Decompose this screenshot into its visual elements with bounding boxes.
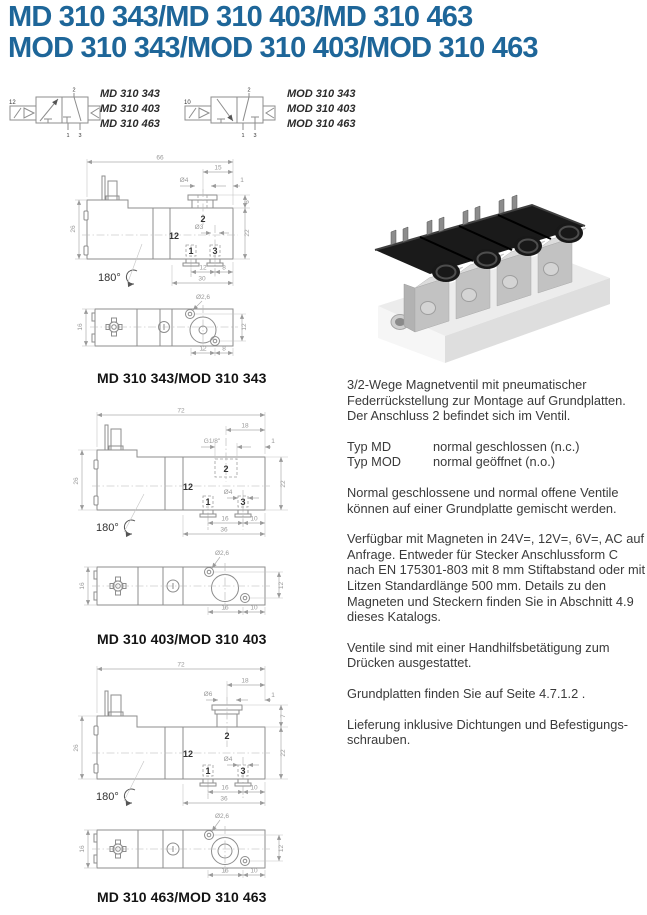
drawing-caption-403: MD 310 403/MOD 310 403 xyxy=(97,631,267,647)
dim-port-span: 18 xyxy=(241,677,249,685)
dim-body-height: 22 xyxy=(244,229,251,237)
port-3-label: 3 xyxy=(212,246,218,256)
pilot-port-label: 12 xyxy=(182,749,194,759)
description-column xyxy=(347,377,647,763)
dim-edge-spacing: 10 xyxy=(250,784,258,792)
product-photo xyxy=(360,188,645,363)
dim-cap-dia: Ø4 xyxy=(179,177,189,184)
mod-valve-symbol xyxy=(183,87,277,143)
description-paragraph-1: 3/2-Wege Magnetventil mit pneumatischer Federrückstellung zur Montage auf Grundplatten. Der Anschluss 2 befindet sich im Ventil. xyxy=(347,377,626,424)
rotation-label: 180° xyxy=(98,272,121,284)
drawing-343-bottom-view xyxy=(77,294,248,356)
dim-bottom-b: 8 xyxy=(222,345,226,353)
mod-symbol-port-3: 3 xyxy=(253,133,257,139)
dim-bottom-offset: 12 xyxy=(241,323,248,331)
md-model-1: MD 310 343 xyxy=(100,88,160,100)
dim-body-height: 22 xyxy=(280,480,287,488)
dim-bottom-a: 12 xyxy=(199,345,207,353)
port-3-label: 3 xyxy=(240,766,246,776)
type-md-value: normal geschlossen (n.c.) xyxy=(433,438,580,454)
dim-bottom-offset: 12 xyxy=(278,844,285,853)
md-symbol-port-1: 1 xyxy=(66,133,70,139)
port-2-label: 2 xyxy=(223,464,229,474)
dim-port-dia: Ø4 xyxy=(223,489,233,496)
rotation-label: 180° xyxy=(96,791,119,803)
drawing-caption-343: MD 310 343/MOD 310 343 xyxy=(97,370,267,386)
dimension-drawing-463 xyxy=(62,661,352,883)
md-symbol-pilot xyxy=(10,106,36,120)
pilot-port-label: 12 xyxy=(182,482,194,492)
type-mod-value: normal geöffnet (n.o.) xyxy=(433,454,556,470)
mod-model-3: MOD 310 463 xyxy=(287,118,356,130)
port-3-label: 3 xyxy=(240,497,246,507)
dim-fitting-dia: Ø6 xyxy=(203,691,213,698)
type-md-label: Typ MD xyxy=(347,438,392,454)
page-title xyxy=(8,2,538,64)
dim-overall-height: 26 xyxy=(73,744,80,752)
dim-port-span: 18 xyxy=(241,422,249,430)
drawing-343-side-view xyxy=(70,155,251,287)
description-paragraph-4: Ventile sind mit einer Handhilfsbetätigung zum Drücken ausgestattet. xyxy=(347,639,610,671)
dim-overall-height: 26 xyxy=(70,225,77,233)
dim-hole-dia: Ø2,6 xyxy=(195,294,211,301)
drawing-caption-463: MD 310 463/MOD 310 463 xyxy=(97,889,267,905)
mod-symbol-port-1: 1 xyxy=(241,133,245,139)
title-line-1: MD 310 343/MD 310 403/MD 310 463 xyxy=(8,1,473,33)
md-symbol-flow-paths xyxy=(40,97,81,123)
description-paragraph-6: Lieferung inklusive Dichtungen und Befestigungs-schrauben. xyxy=(347,716,629,748)
rotation-label: 180° xyxy=(96,522,119,534)
pilot-port-label: 12 xyxy=(168,231,180,241)
dim-cap-span: 15 xyxy=(214,164,222,172)
dim-port-dia: Ø3 xyxy=(194,224,204,231)
dim-fitting-height: 7 xyxy=(280,714,287,718)
title-line-2: MOD 310 343/MOD 310 403/MOD 310 463 xyxy=(8,32,538,64)
dim-body-height: 22 xyxy=(280,749,287,757)
dim-port-spacing: 16 xyxy=(221,784,229,792)
dim-port-spacing: 12 xyxy=(199,264,207,272)
mod-symbol-port-2: 2 xyxy=(247,87,251,94)
dim-edge-offset: 1 xyxy=(271,692,275,699)
type-row-md xyxy=(347,439,647,455)
dim-edge-offset: 1 xyxy=(271,438,275,445)
dimension-drawing-343 xyxy=(62,149,347,364)
mod-symbol-pilot xyxy=(185,106,211,120)
mod-model-2: MOD 310 403 xyxy=(287,103,356,115)
dim-bottom-a: 16 xyxy=(221,604,229,612)
dim-edge-spacing: 10 xyxy=(250,515,258,523)
drawing-463-bottom-view xyxy=(79,813,285,878)
dim-bottom-offset: 12 xyxy=(278,581,285,590)
dim-hole-dia: Ø2,6 xyxy=(214,813,230,820)
port-1-label: 1 xyxy=(188,246,194,256)
description-paragraph-3: Verfügbar mit Magneten in 24V=, 12V=, 6V=, AC auf Anfrage. Entweder für Stecker Anschlussform C nach EN 175301-803 mit 8 mm Stiftabstand oder mit Litzen Standardlänge 500 mm. Details zu den Magneten und Steckern finden Sie in Abschnitt 4.9 dieses Katalogs. xyxy=(347,531,646,625)
dim-edge-offset: 1 xyxy=(240,177,244,184)
port-1-label: 1 xyxy=(205,766,211,776)
md-symbol-port-2: 2 xyxy=(72,87,76,94)
md-model-2: MD 310 403 xyxy=(100,103,160,115)
md-symbol-actuation-label: 12 xyxy=(9,100,16,106)
md-valve-symbol xyxy=(8,87,102,143)
dim-hole-dia: Ø2,6 xyxy=(214,550,230,557)
md-model-list xyxy=(100,87,160,132)
dim-base-width: 36 xyxy=(220,795,228,803)
dim-base-width: 30 xyxy=(198,275,206,283)
dim-bottom-height: 16 xyxy=(79,845,86,853)
md-symbol-spring xyxy=(88,106,100,120)
drawing-463-side-view xyxy=(73,662,288,807)
mod-symbol-spring xyxy=(263,106,275,120)
dim-total-width: 72 xyxy=(177,407,185,415)
port-1-label: 1 xyxy=(205,497,211,507)
type-row-mod xyxy=(347,454,647,470)
type-mod-label: Typ MOD xyxy=(347,454,402,470)
dim-thread: G1/8" xyxy=(203,438,221,445)
dim-bottom-height: 16 xyxy=(79,582,86,590)
dim-bottom-b: 10 xyxy=(250,867,258,875)
port-2-label: 2 xyxy=(200,214,206,224)
dim-base-width: 36 xyxy=(220,526,228,534)
dim-total-width: 72 xyxy=(177,661,185,669)
description-paragraph-5: Grundplatten finden Sie auf Seite 4.7.1.2 . xyxy=(347,685,586,701)
dim-port-spacing: 16 xyxy=(221,515,229,523)
dimension-drawing-403 xyxy=(62,402,352,622)
mod-model-1: MOD 310 343 xyxy=(287,88,356,100)
dim-edge-spacing: 8 xyxy=(222,264,226,272)
md-model-3: MD 310 463 xyxy=(100,118,160,130)
dim-bottom-a: 16 xyxy=(221,867,229,875)
port-2-label: 2 xyxy=(224,731,230,741)
dim-total-width: 66 xyxy=(156,154,164,162)
md-symbol-port-3: 3 xyxy=(78,133,82,139)
dim-bottom-b: 10 xyxy=(250,604,258,612)
description-paragraph-2: Normal geschlossene und normal offene Ventile können auf einer Grundplatte gemischt werden. xyxy=(347,484,619,516)
mod-symbol-actuation-label: 10 xyxy=(184,100,191,106)
dim-port-dia: Ø4 xyxy=(223,756,233,763)
drawing-403-bottom-view xyxy=(79,550,285,615)
drawing-403-side-view xyxy=(73,408,288,538)
dim-overall-height: 26 xyxy=(73,477,80,485)
mod-symbol-flow-paths xyxy=(217,97,259,123)
mod-model-list xyxy=(287,87,355,132)
dim-bottom-height: 16 xyxy=(77,323,84,331)
dim-cap-height: 6 xyxy=(244,200,251,204)
type-table xyxy=(347,439,647,470)
